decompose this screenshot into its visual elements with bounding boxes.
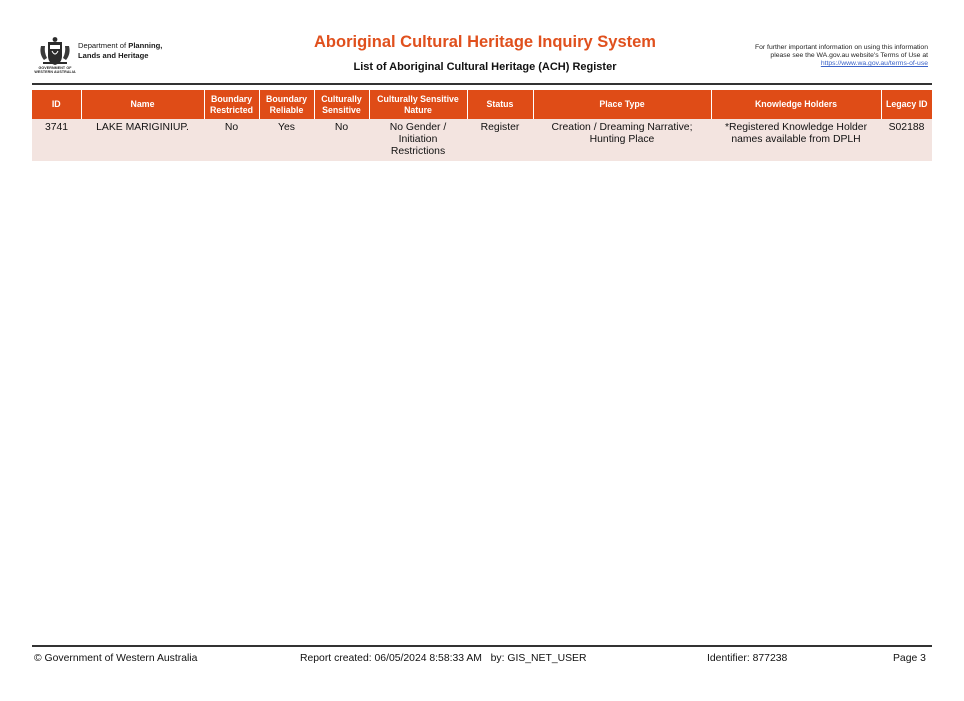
government-wordmark: GOVERNMENT OF WESTERN AUSTRALIA <box>34 66 76 75</box>
column-header-culturally-sensitive-nature: Culturally Sensitive Nature <box>369 90 467 119</box>
cell-boundary-reliable: Yes <box>259 119 314 161</box>
footer-identifier: Identifier: 877238 <box>707 653 788 664</box>
report-subtitle: List of Aboriginal Cultural Heritage (ACH) Register <box>353 61 617 73</box>
cell-place-type: Creation / Dreaming Narrative; Hunting Place <box>533 119 711 161</box>
ach-register-table <box>32 90 932 161</box>
table-header-row <box>32 90 932 119</box>
department-logo <box>34 36 184 78</box>
department-name: Department of Planning, Lands and Heritage <box>78 41 163 60</box>
footer-report-created: Report created: 06/05/2024 8:58:33 AM by: GIS_NET_USER <box>300 653 587 664</box>
cell-id: 3741 <box>32 119 81 161</box>
column-header-id: ID <box>32 90 81 119</box>
column-header-legacy-id: Legacy ID <box>881 90 932 119</box>
cell-boundary-restricted: No <box>204 119 259 161</box>
cell-culturally-sensitive: No <box>314 119 369 161</box>
table-row <box>32 119 932 161</box>
column-header-culturally-sensitive: Culturally Sensitive <box>314 90 369 119</box>
header-divider <box>32 83 932 85</box>
footer-copyright: © Government of Western Australia <box>34 653 198 664</box>
column-header-place-type: Place Type <box>533 90 711 119</box>
footer-page-number: Page 3 <box>893 653 926 664</box>
cell-name: LAKE MARIGINIUP. <box>81 119 204 161</box>
column-header-knowledge-holders: Knowledge Holders <box>711 90 881 119</box>
report-header <box>0 0 964 90</box>
cell-knowledge-holders: *Registered Knowledge Holder names available from DPLH <box>711 119 881 161</box>
column-header-boundary-restricted: Boundary Restricted <box>204 90 259 119</box>
column-header-boundary-reliable: Boundary Reliable <box>259 90 314 119</box>
column-header-status: Status <box>467 90 533 119</box>
cell-status: Register <box>467 119 533 161</box>
terms-of-use-note: For further important information on using this information please see the WA.gov.au website's Terms of Use at https://www.wa.gov.au/terms-of-use <box>754 44 928 68</box>
report-title: Aboriginal Cultural Heritage Inquiry System <box>314 33 656 51</box>
cell-culturally-sensitive-nature: No Gender / Initiation Restrictions <box>369 119 467 161</box>
cell-legacy-id: S02188 <box>881 119 932 161</box>
terms-of-use-link[interactable]: https://www.wa.gov.au/terms-of-use <box>820 60 928 68</box>
footer-divider <box>32 645 932 647</box>
column-header-name: Name <box>81 90 204 119</box>
